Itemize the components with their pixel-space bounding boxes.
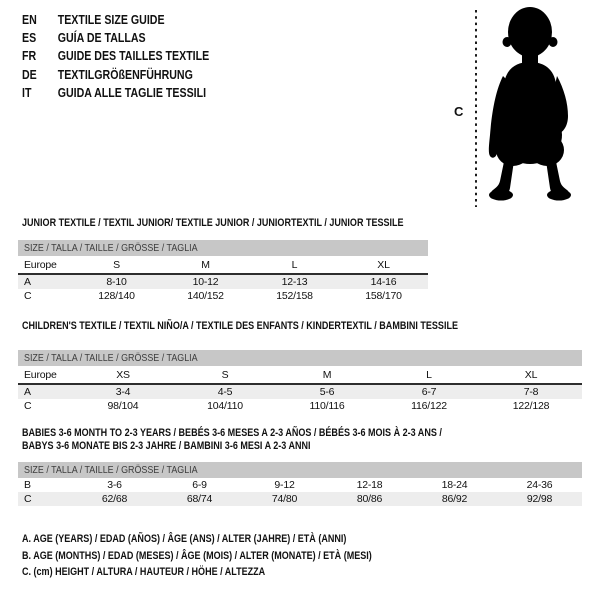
size-bar — [18, 240, 428, 256]
row-label: B — [24, 479, 31, 491]
lang-code: EN — [22, 13, 37, 27]
size-cell: 10-12 — [192, 276, 219, 288]
size-cell: 4-5 — [217, 386, 233, 398]
header-cell: XL — [377, 258, 390, 271]
size-cell: 9-12 — [274, 479, 295, 491]
header-cell: S — [221, 368, 229, 381]
toddler-silhouette — [450, 4, 590, 212]
size-cell: 128/140 — [98, 290, 135, 302]
size-cell: 14-16 — [370, 276, 397, 288]
row-label: C — [24, 400, 32, 412]
size-cell: 12-18 — [356, 479, 383, 491]
header-cell: Europe — [24, 258, 57, 271]
lang-code: IT — [22, 85, 32, 100]
row-label: A — [24, 276, 31, 288]
row-label: A — [24, 386, 31, 398]
size-bar-label: SIZE / TALLA / TAILLE / GRÖSSE / TAGLIA — [24, 352, 198, 364]
header-cell: M — [322, 368, 332, 381]
size-cell: 74/80 — [271, 493, 298, 505]
section-children — [18, 320, 582, 413]
section-heading-babies — [22, 427, 582, 453]
table-row — [18, 478, 582, 492]
size-cell: 18-24 — [441, 479, 468, 491]
header-cell: XS — [116, 368, 130, 381]
size-cell: 5-6 — [319, 386, 335, 398]
lang-title: GUIDE DES TAILLES TEXTILE — [57, 49, 210, 64]
lang-row-es — [22, 29, 209, 47]
size-cell: 140/152 — [187, 290, 224, 302]
header-cell: S — [113, 258, 120, 271]
size-cell: 104/110 — [207, 400, 243, 412]
height-measure-label: C — [454, 104, 464, 119]
heading-line: JUNIOR TEXTILE / TEXTIL JUNIOR/ TEXTILE JUNIOR / JUNIORTEXTIL / JUNIOR TESSILE — [22, 217, 404, 229]
size-cell: 110/116 — [309, 400, 345, 412]
size-cell: 122/128 — [512, 400, 550, 412]
lang-row-de — [22, 66, 209, 84]
size-cell: 86/92 — [441, 493, 468, 505]
lang-title: GUÍA DE TALLAS — [57, 31, 146, 46]
row-label: C — [24, 290, 32, 302]
heading-line: BABIES 3-6 MONTH TO 2-3 YEARS / BEBÉS 3-6 MESES A 2-3 AÑOS / BÉBÉS 3-6 MOIS À 2-3 ANS / — [22, 427, 442, 439]
lang-code: ES — [22, 31, 37, 46]
table-row — [18, 385, 582, 399]
footnote-text: A. AGE (YEARS) / EDAD (AÑOS) / ÂGE (ANS) / ALTER (JAHRE) / ETÀ (ANNI) — [22, 533, 347, 545]
footnotes — [22, 531, 449, 581]
header-cell: L — [426, 368, 432, 381]
lang-code: DE — [22, 67, 37, 82]
section-heading-children — [22, 320, 582, 333]
size-cell: 7-8 — [523, 386, 539, 398]
heading-line: BABYS 3-6 MONATE BIS 2-3 JAHRE / BAMBINI 3-6 MESI A 2-3 ANNI — [22, 440, 311, 452]
lang-title: TEXTILE SIZE GUIDE — [57, 13, 165, 27]
size-cell: 92/98 — [526, 493, 553, 505]
section-babies — [18, 427, 582, 506]
footnote-text: C. (cm) HEIGHT / ALTURA / HAUTEUR / HÖHE / ALTEZZA — [22, 566, 266, 578]
size-cell: 116/122 — [411, 400, 447, 412]
lang-row-fr — [22, 47, 209, 65]
section-heading-junior — [22, 217, 428, 230]
size-cell: 6-7 — [421, 386, 437, 398]
table-row — [18, 275, 428, 289]
row-label: C — [24, 493, 32, 505]
lang-title: TEXTILGRÖßENFÜHRUNG — [57, 67, 193, 82]
size-bar-label: SIZE / TALLA / TAILLE / GRÖSSE / TAGLIA — [24, 242, 198, 254]
footnote-text: B. AGE (MONTHS) / EDAD (MESES) / ÂGE (MOIS) / ALTER (MONATE) / ETÀ (MESI) — [22, 549, 372, 562]
size-cell: 24-36 — [526, 479, 553, 491]
heading-line: CHILDREN'S TEXTILE / TEXTIL NIÑO/A / TEXTILE DES ENFANTS / KINDERTEXTIL / BAMBINI TESSILE — [22, 320, 458, 332]
silhouette-shapes — [489, 7, 571, 201]
lang-row-it — [22, 84, 209, 102]
table-row — [18, 399, 582, 413]
size-cell: 98/104 — [107, 400, 139, 412]
language-title-list — [22, 11, 242, 102]
size-cell: 68/74 — [186, 493, 213, 505]
header-cell: M — [201, 258, 210, 271]
footnote-c — [22, 564, 449, 581]
header-cell: L — [291, 258, 298, 271]
footnote-a — [22, 531, 449, 548]
table-row — [18, 492, 582, 506]
table-header-row — [18, 256, 428, 275]
header-cell: Europe — [24, 368, 57, 381]
size-bar — [18, 350, 582, 366]
size-cell: 6-9 — [192, 479, 207, 491]
lang-code: FR — [22, 49, 37, 64]
size-bar — [18, 462, 582, 478]
footnote-b — [22, 548, 449, 565]
size-bar-label: SIZE / TALLA / TAILLE / GRÖSSE / TAGLIA — [24, 464, 198, 476]
table-row — [18, 289, 428, 303]
section-junior — [18, 217, 428, 303]
size-cell: 152/158 — [276, 290, 313, 302]
size-cell: 158/170 — [365, 290, 402, 302]
size-cell: 3-6 — [107, 479, 122, 491]
lang-row-en — [22, 11, 209, 29]
size-cell: 80/86 — [356, 493, 383, 505]
size-cell: 12-13 — [281, 276, 308, 288]
baby-figure-area — [450, 4, 590, 212]
size-cell: 8-10 — [106, 276, 127, 288]
table-header-row — [18, 366, 582, 385]
size-cell: 3-4 — [115, 386, 131, 398]
header-cell: XL — [524, 368, 538, 381]
size-cell: 62/68 — [101, 493, 128, 505]
lang-title: GUIDA ALLE TAGLIE TESSILI — [57, 85, 207, 100]
